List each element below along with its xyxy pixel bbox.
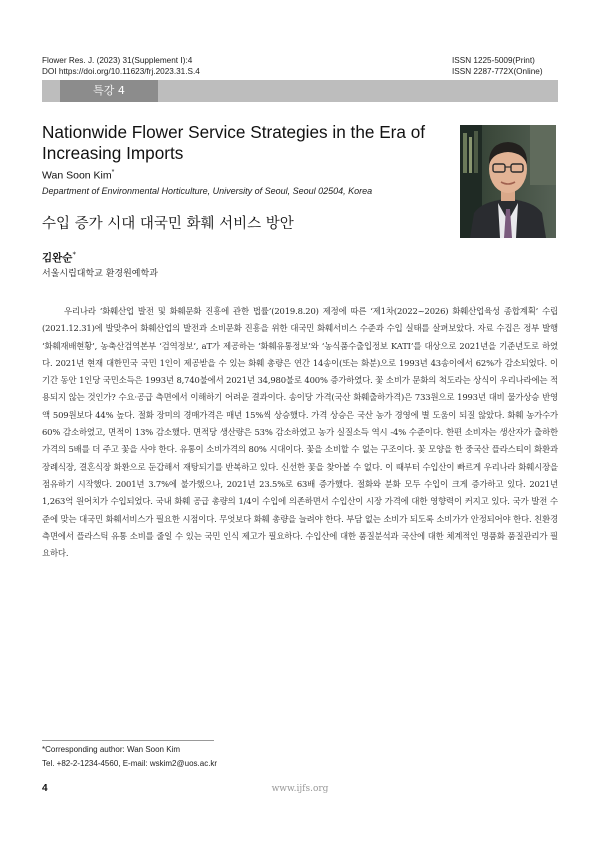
abstract <box>42 303 558 562</box>
title-english: Nationwide Flower Service Strategies in the Era of Increasing Imports <box>42 122 426 163</box>
affiliation-english: Department of Environmental Horticulture, University of Seoul, Seoul 02504, Korea <box>42 186 373 196</box>
footnote-contact: Tel. +82-2-1234-4560, E-mail: wskim2@uos.ac.kr <box>42 759 218 768</box>
author-english-name: Wan Soon Kim <box>42 169 112 182</box>
author-english <box>42 169 114 182</box>
issn-print: ISSN 1225-5009(Print) <box>452 56 535 65</box>
author-portrait <box>460 125 556 238</box>
author-korean <box>42 250 76 265</box>
page-number: 4 <box>42 783 48 794</box>
journal-citation: Flower Res. J. (2023) 31(Supplement Ⅰ):4 <box>42 56 193 65</box>
corresponding-mark-ko: * <box>72 250 76 259</box>
footnote-divider <box>42 740 214 741</box>
issn-online: ISSN 2287-772X(Online) <box>452 67 543 76</box>
corresponding-mark: * <box>111 169 115 176</box>
footnote-corresponding: *Corresponding author: Wan Soon Kim <box>42 745 180 754</box>
section-badge: 특강 4 <box>60 80 158 102</box>
journal-website: www.ijfs.org <box>271 784 329 794</box>
author-korean-name: 김완순 <box>42 252 73 264</box>
abstract-text: 우리나라 ‘화훼산업 발전 및 화훼문화 진흥에 관한 법률’(2019.8.20) 제정에 따른 ‘제1차(2022~2026) 화훼산업육성 종합계획’ 수립(2021.12.31)에 발맞추어 화훼산업의 발전과 소비문화 진흥을 위한 대국민 화훼서비스 수준과 수입 실태를 살펴보았다. 자료 수집은 정부 발행 ‘화훼재배현황’, 농축산검역본부 ‘검역정보’, aT가 제공하는 ‘화훼유통정보’와 ‘농식품수출입정보 KATI’를 대상으로 2021년을 기준년도로 하였다. 2021년 현재 대한민국 국민 1인이 제공받을 수 있는 화훼 총량은 연간 14송이(또는 화분)으로 1993년 43송이에서 62%가 감소되었다. 이 기간 동안 1인당 국민소득은 1993년 8,740불에서 2021년 34,980불로 400% 증가하였다. 꽃 소비가 문화의 척도라는 상식이 우리나라에는 적용되지 않는 것인가? 수요·공급 측면에서 이해하기 어려운 결과이다. 송이당 가격(국산 화훼출하가격)은 733원으로 1993년 대비 물가상승 반영액 509원보다 44% 높다. 절화 장미의 경매가격은 매년 15%씩 상승했다. 가격 상승은 국산 농가 경영에 별 도움이 되질 않았다. 화훼 농가수가 60% 감소하였고, 면적이 13% 감소했다. 면적당 생산량은 53% 감소하였고 농가 실질소득 역시 -4% 수준이다. 한편 소비자는 생산자가 출하한 가격의 5배를 더 주고 꽃을 사야 한다. 유통이 소비가격의 80% 시대이다. 꽃을 소비할 수 없는 구조이다. 꽃 모양을 한 중국산 플라스티이 화환과 장례식장, 결혼식장 화환으로 둔갑해서 재탕되기를 반복하고 있다. 신선한 꽃을 찾아볼 수 없다. 이 때부터 수입산이 빠르게 우리나라 화훼시장을 점유하기 시작했다. 2001년 3.7%에 불가했으나, 2021년 23.5%로 63배 증가했다. 절화와 분화 모두 수입이 크게 증가하고 있다. 2021년 1,263억 원어치가 수입되었다. 국내 화훼 공급 총량의 1/4이 수입에 의존하면서 수입산이 시장 가격에 대한 영향력이 커지고 있다. 국가 발전 수준에 맞는 대국민 화훼서비스가 필요한 시점이다. 무엇보다 화훼 총량을 늘려야 한다. 부담 없는 소비가 되도록 소비가가 안정되어야 한다. 친환경 측면에서 플라스틱 유통 소비를 줄일 수 있는 국민 인식 제고가 필요하다. 수입산에 대한 품질분석과 국산에 대한 체계적인 명품화 품질관리가 필요하다. <box>42 306 558 559</box>
title-korean: 수입 증가 시대 대국민 화훼 서비스 방안 <box>42 216 294 232</box>
doi-line: DOI https://doi.org/10.11623/frj.2023.31.S.4 <box>42 67 200 76</box>
affiliation-korean: 서울시립대학교 환경원예학과 <box>42 269 158 279</box>
